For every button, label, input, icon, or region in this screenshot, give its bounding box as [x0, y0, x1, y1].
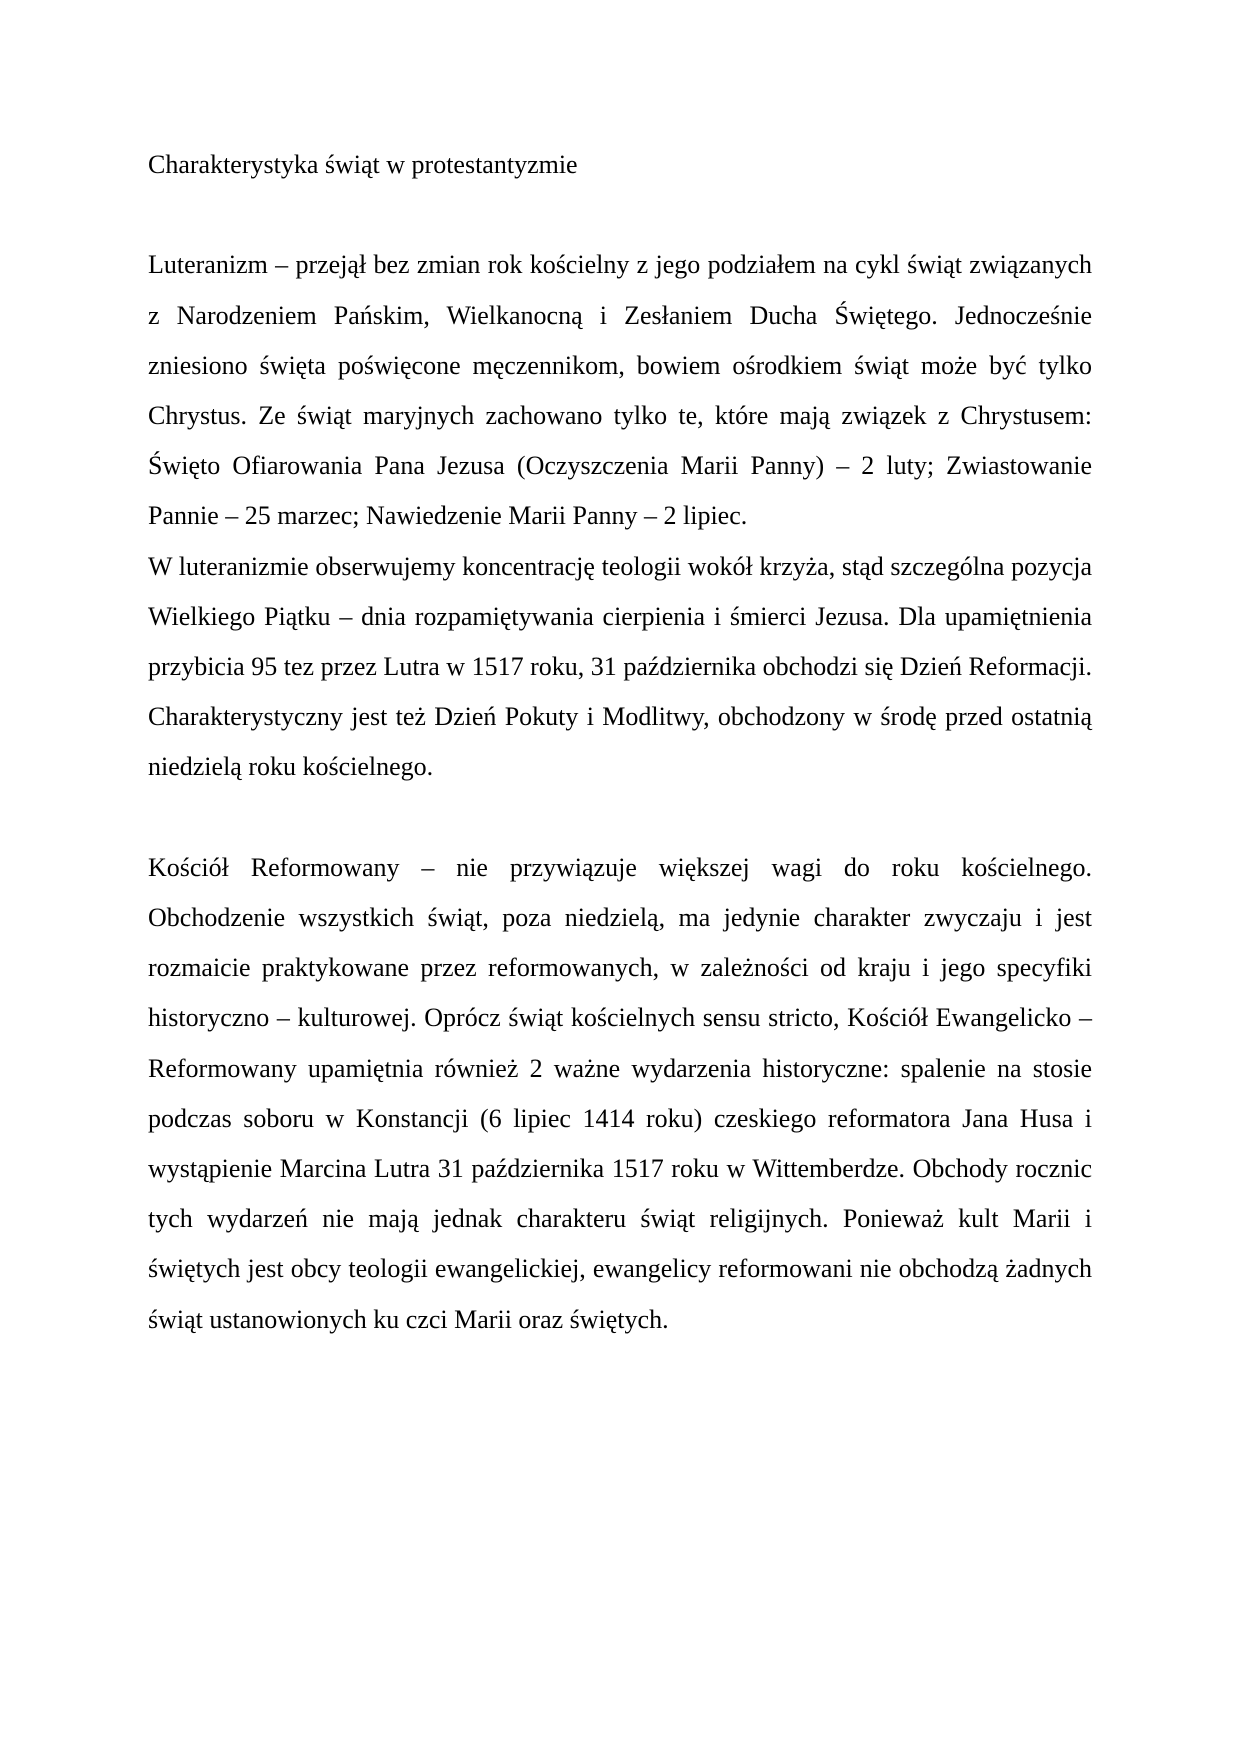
document-page	[148, 140, 1092, 1345]
paragraph-lutheran-theology: W luteranizmie obserwujemy koncentrację teologii wokół krzyża, stąd szczególna pozycja Wielkiego Piątku – dnia rozpamiętywania cierpienia i śmierci Jezusa. Dla upamiętnienia przybicia 95 tez przez Lutra w 1517 roku, 31 października obchodzi się Dzień Reformacji. Charakterystyczny jest też Dzień Pokuty i Modlitwy, obchodzony w środę przed ostatnią niedzielą roku kościelnego.	[148, 551, 1092, 782]
document-title: Charakterystyka świąt w protestantyzmie	[148, 150, 578, 179]
paragraph-reformed-church: Kościół Reformowany – nie przywiązuje większej wagi do roku kościelnego. Obchodzenie wszystkich świąt, poza niedzielą, ma jedynie charakter zwyczaju i jest rozmaicie praktykowane przez reformowanych, w zależności od kraju i jego specyfiki historyczno – kulturowej. Oprócz świąt kościelnych sensu stricto, Kościół Ewangelicko – Reformowany upamiętnia również 2 ważne wydarzenia historyczne: spalenie na stosie podczas soboru w Konstancji (6 lipiec 1414 roku) czeskiego reformatora Jana Husa i wystąpienie Marcina Lutra 31 października 1517 roku w Wittemberdze. Obchody rocznic tych wydarzeń nie mają jednak charakteru świąt religijnych. Ponieważ kult Marii i świętych jest obcy teologii ewangelickiej, ewangelicy reformowani nie obchodzą żadnych świąt ustanowionych ku czci Marii oraz świętych.	[148, 852, 1092, 1334]
spacer	[148, 793, 1092, 843]
paragraph-lutheranism: Luteranizm – przejął bez zmian rok kościelny z jego podziałem na cykl świąt związanych z Narodzeniem Pańskim, Wielkanocną i Zesłaniem Ducha Świętego. Jednocześnie zniesiono święta poświęcone męczennikom, bowiem ośrodkiem świąt może być tylko Chrystus. Ze świąt maryjnych zachowano tylko te, które mają związek z Chrystusem: Święto Ofiarowania Pana Jezusa (Oczyszczenia Marii Panny) – 2 luty; Zwiastowanie Pannie – 25 marzec; Nawiedzenie Marii Panny – 2 lipiec.	[148, 250, 1092, 531]
spacer	[148, 190, 1092, 240]
